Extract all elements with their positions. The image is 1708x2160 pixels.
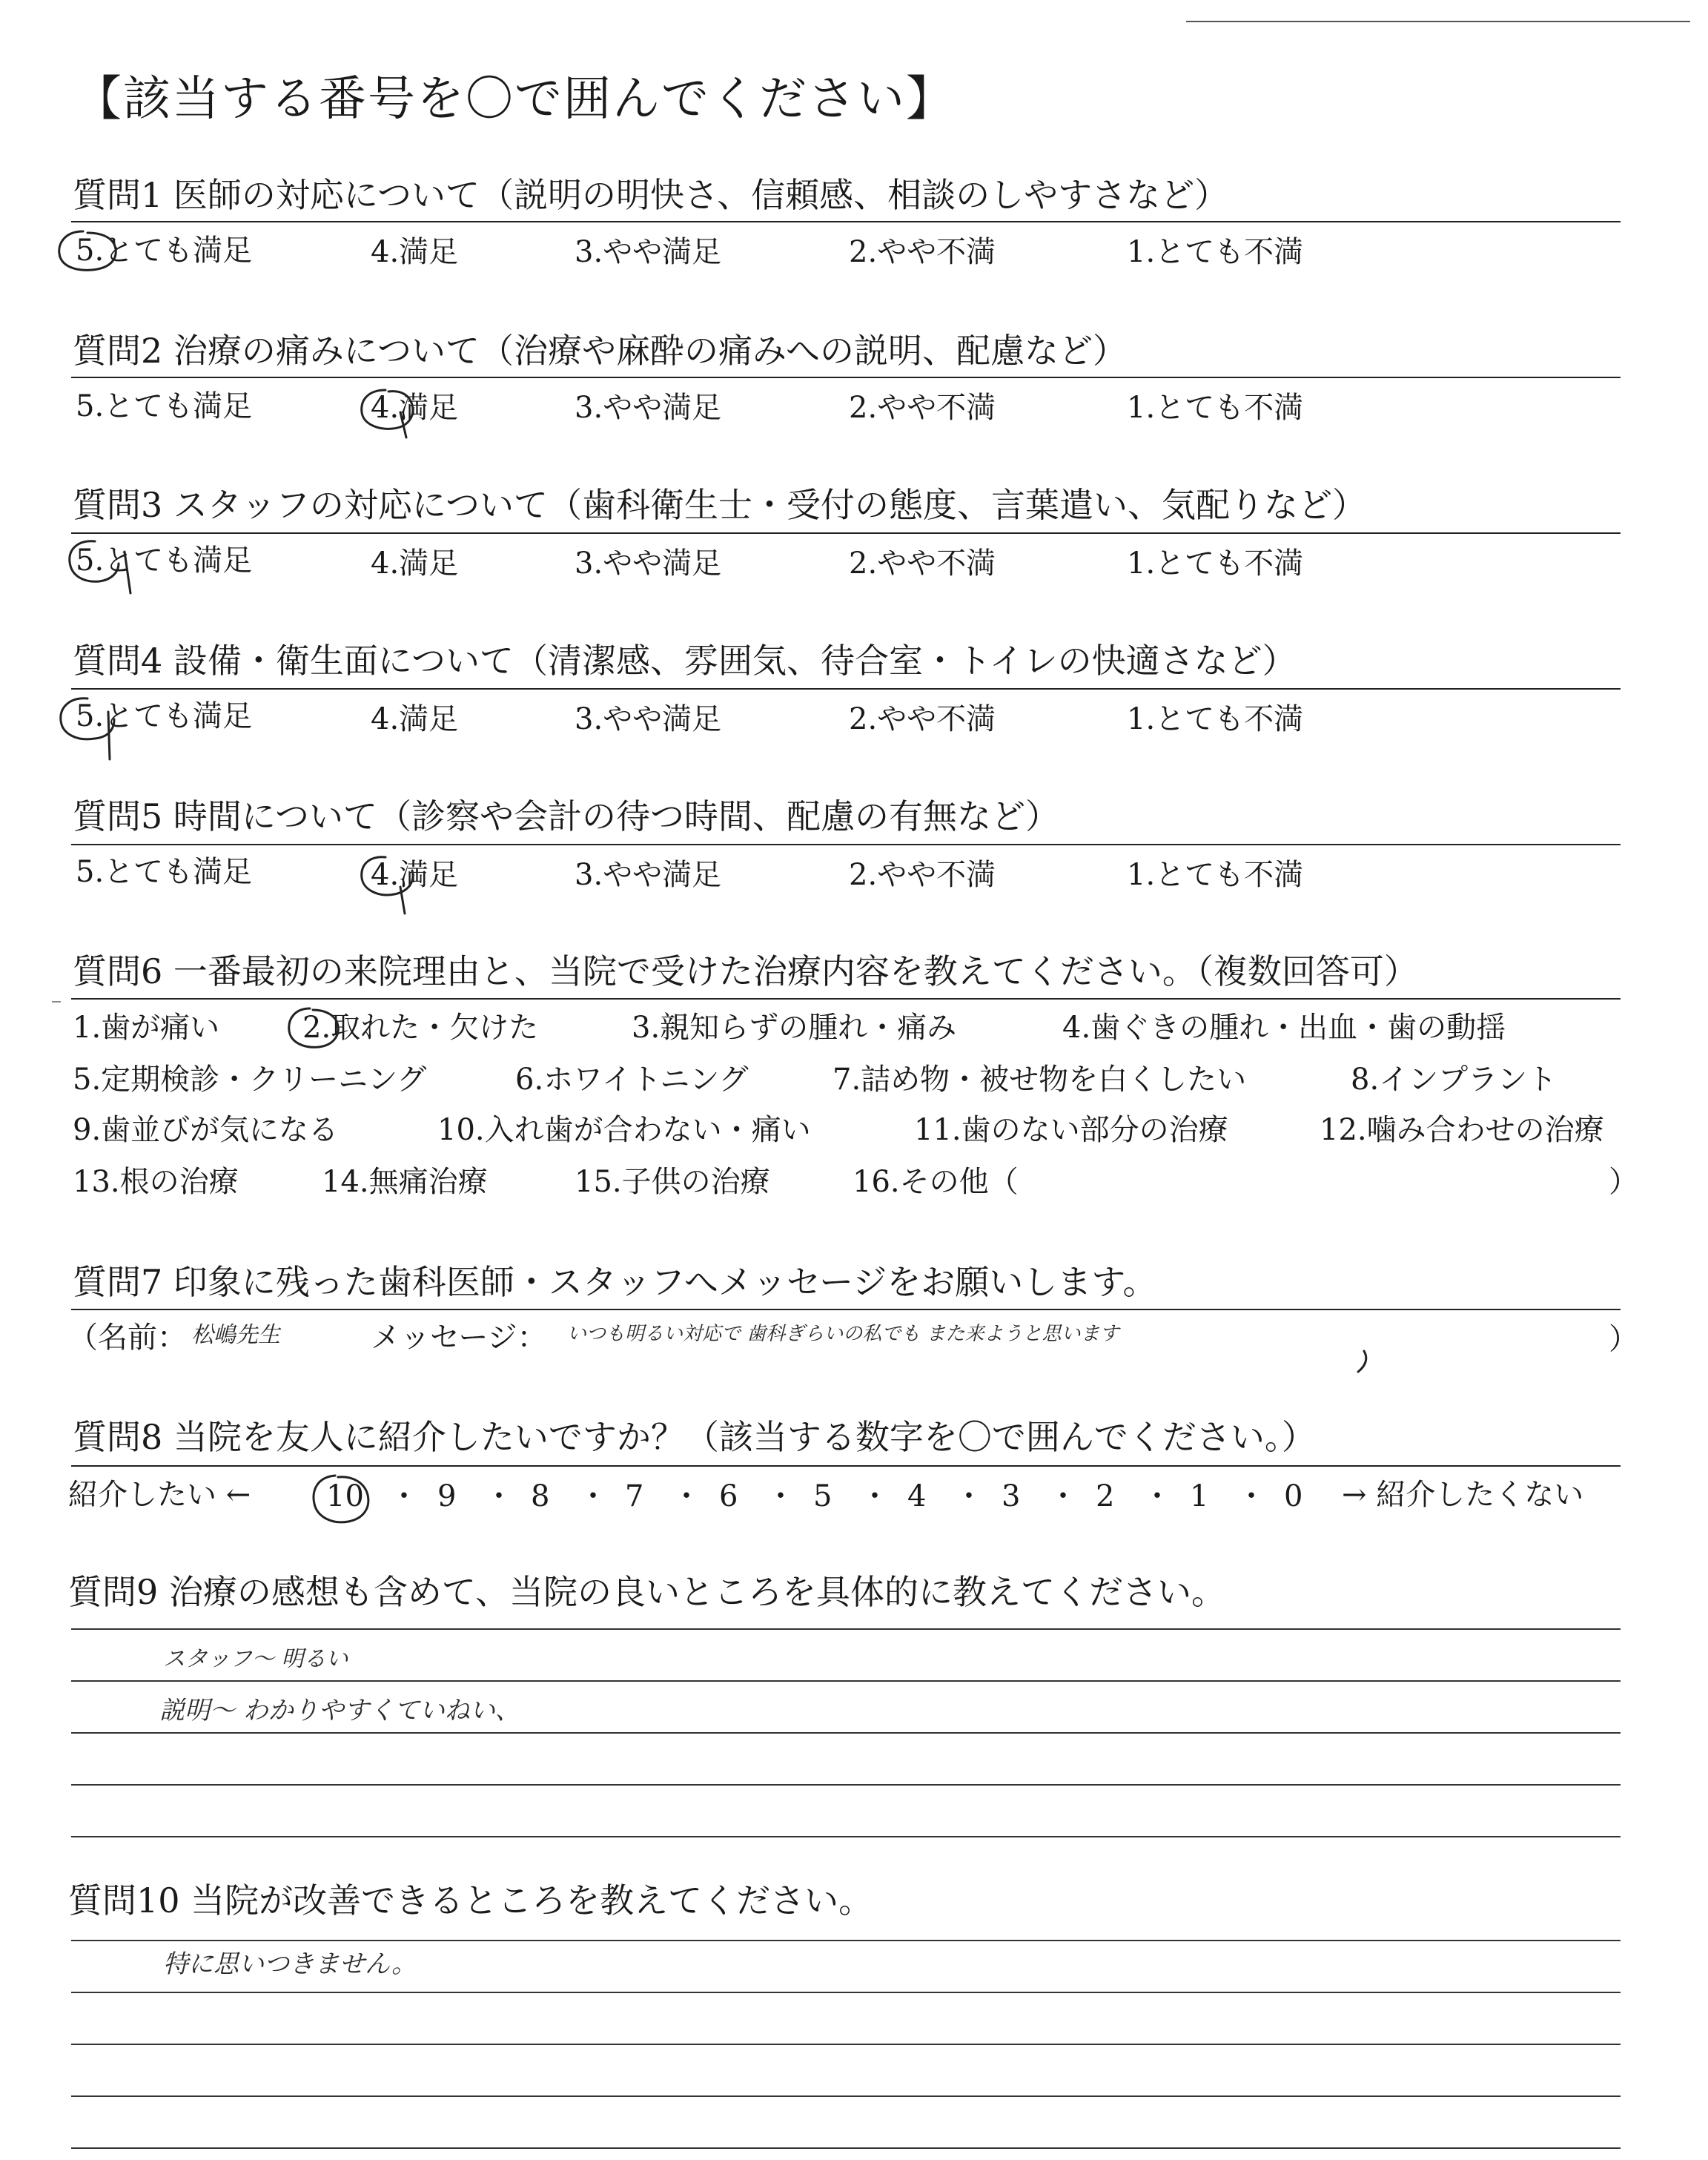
q7-message-label: メッセージ： bbox=[371, 1321, 547, 1355]
q4-option-2[interactable]: 2.やや不満 bbox=[849, 702, 996, 736]
q5-option-3[interactable]: 3.やや満足 bbox=[575, 858, 722, 892]
q5-option-5[interactable]: 5.とても満足 bbox=[76, 855, 253, 889]
q8-scale-4[interactable]: 4 bbox=[907, 1479, 927, 1513]
q2-option-3[interactable]: 3.やや満足 bbox=[575, 391, 722, 425]
question-1-rule bbox=[71, 221, 1621, 222]
q8-scale-2[interactable]: 2 bbox=[1096, 1479, 1115, 1513]
q6-option-10[interactable]: 10.入れ歯が合わない・痛い bbox=[437, 1113, 811, 1147]
q10-answer-line bbox=[71, 2147, 1621, 2149]
q5-option-1[interactable]: 1.とても不満 bbox=[1127, 858, 1304, 892]
q6-option-1[interactable]: 1.歯が痛い bbox=[73, 1011, 220, 1045]
q2-option-2[interactable]: 2.やや不満 bbox=[849, 391, 996, 425]
q3-option-3[interactable]: 3.やや満足 bbox=[575, 546, 722, 581]
q6-option-5[interactable]: 5.定期検診・クリーニング bbox=[73, 1063, 427, 1097]
q8-scale-8[interactable]: 8 bbox=[531, 1479, 550, 1513]
q8-sep: ・ bbox=[389, 1479, 419, 1513]
q1-option-4[interactable]: 4.満足 bbox=[371, 235, 459, 269]
q9-answer-line bbox=[71, 1732, 1621, 1734]
question-3-label: 質問3 スタッフの対応について（歯科衛生士・受付の態度、言葉遣い、気配りなど） bbox=[73, 485, 1366, 525]
q1-option-3[interactable]: 3.やや満足 bbox=[575, 235, 722, 269]
q6-option-14[interactable]: 14.無痛治療 bbox=[322, 1165, 488, 1199]
q9-answer-line bbox=[71, 1628, 1621, 1630]
q8-scale-7[interactable]: 7 bbox=[625, 1479, 644, 1513]
q4-option-4[interactable]: 4.満足 bbox=[371, 702, 459, 736]
q7-close-paren: ） bbox=[1609, 1322, 1638, 1356]
question-10-label: 質問10 当院が改善できるところを教えてください。 bbox=[68, 1880, 873, 1920]
q6-option-7[interactable]: 7.詰め物・被せ物を白くしたい bbox=[833, 1063, 1247, 1097]
q4-option-5[interactable]: 5.とても満足 bbox=[76, 699, 253, 733]
q8-scale-5[interactable]: 5 bbox=[813, 1479, 833, 1513]
question-5-label: 質問5 時間について（診察や会計の待つ時間、配慮の有無など） bbox=[73, 796, 1059, 836]
q2-option-4[interactable]: 4.満足 bbox=[371, 391, 459, 425]
q9-answer-handwriting-2[interactable]: 説明～ わかりやすくていねい、 bbox=[159, 1696, 520, 1725]
q9-answer-line bbox=[71, 1784, 1621, 1786]
q8-sep: ・ bbox=[578, 1479, 608, 1513]
question-8-rule bbox=[71, 1465, 1621, 1467]
question-7-rule bbox=[71, 1309, 1621, 1310]
q6-option-6[interactable]: 6.ホワイトニング bbox=[515, 1063, 749, 1097]
q4-option-3[interactable]: 3.やや満足 bbox=[575, 702, 722, 736]
q4-option-1[interactable]: 1.とても不満 bbox=[1127, 702, 1304, 736]
q3-option-1[interactable]: 1.とても不満 bbox=[1127, 546, 1304, 581]
q10-answer-line bbox=[71, 2044, 1621, 2045]
q6-option-11[interactable]: 11.歯のない部分の治療 bbox=[914, 1113, 1228, 1147]
q10-answer-line bbox=[71, 2095, 1621, 2097]
q9-answer-line bbox=[71, 1836, 1621, 1837]
q6-option-2[interactable]: 2.取れた・欠けた bbox=[302, 1011, 539, 1045]
question-1-label: 質問1 医師の対応について（説明の明快さ、信頼感、相談のしやすさなど） bbox=[73, 175, 1229, 215]
q10-answer-handwriting[interactable]: 特に思いつきません。 bbox=[163, 1949, 417, 1979]
q7-name-handwriting[interactable]: 松嶋先生 bbox=[191, 1322, 280, 1348]
q8-right-label: → 紹介したくない bbox=[1342, 1478, 1584, 1512]
q8-left-label: 紹介したい ← bbox=[68, 1478, 251, 1512]
q1-option-2[interactable]: 2.やや不満 bbox=[849, 235, 996, 269]
q6-option-13[interactable]: 13.根の治療 bbox=[73, 1165, 239, 1199]
q8-sep: ・ bbox=[1237, 1479, 1266, 1513]
q8-sep: ・ bbox=[1142, 1479, 1172, 1513]
question-5-rule bbox=[71, 844, 1621, 845]
q1-option-5[interactable]: 5.とても満足 bbox=[76, 234, 253, 268]
q6-option-12[interactable]: 12.噛み合わせの治療 bbox=[1320, 1113, 1604, 1147]
q8-sep: ・ bbox=[484, 1479, 514, 1513]
q3-option-2[interactable]: 2.やや不満 bbox=[849, 546, 996, 581]
question-4-label: 質問4 設備・衛生面について（清潔感、雰囲気、待合室・トイレの快適さなど） bbox=[73, 641, 1297, 681]
question-6-rule bbox=[71, 998, 1621, 1000]
q5-option-2[interactable]: 2.やや不満 bbox=[849, 858, 996, 892]
q9-answer-handwriting-1[interactable]: スタッフ～ 明るい bbox=[163, 1646, 348, 1672]
q6-option-9[interactable]: 9.歯並びが気になる bbox=[73, 1113, 339, 1147]
q8-scale-10[interactable]: 10 bbox=[326, 1479, 364, 1513]
q7-message-handwriting[interactable]: いつも明るい対応で 歯科ぎらいの私でも また来ようと思います bbox=[567, 1323, 1119, 1345]
page-title: 【該当する番号を〇で囲んでください】 bbox=[74, 72, 955, 127]
q6-close-paren: ） bbox=[1609, 1165, 1638, 1199]
q6-option-4[interactable]: 4.歯ぐきの腫れ・出血・歯の動揺 bbox=[1062, 1011, 1506, 1045]
q8-sep: ・ bbox=[672, 1479, 701, 1513]
question-7-label: 質問7 印象に残った歯科医師・スタッフへメッセージをお願いします。 bbox=[73, 1262, 1157, 1302]
q8-scale-3[interactable]: 3 bbox=[1002, 1479, 1021, 1513]
q8-scale-6[interactable]: 6 bbox=[719, 1479, 738, 1513]
q1-option-1[interactable]: 1.とても不満 bbox=[1127, 235, 1304, 269]
q8-scale-9[interactable]: 9 bbox=[437, 1479, 457, 1513]
question-6-label: 質問6 一番最初の来院理由と、当院で受けた治療内容を教えてください。（複数回答可） bbox=[73, 951, 1418, 991]
question-2-rule bbox=[71, 377, 1621, 378]
q8-sep: ・ bbox=[860, 1479, 890, 1513]
q6-option-15[interactable]: 15.子供の治療 bbox=[575, 1165, 770, 1199]
question-9-label: 質問9 治療の感想も含めて、当院の良いところを具体的に教えてください。 bbox=[68, 1572, 1225, 1612]
q8-scale-0[interactable]: 0 bbox=[1284, 1479, 1303, 1513]
q10-answer-line bbox=[71, 1992, 1621, 1993]
question-8-label: 質問8 当院を友人に紹介したいですか？（該当する数字を〇で囲んでください。） bbox=[73, 1417, 1316, 1457]
q2-option-5[interactable]: 5.とても満足 bbox=[76, 389, 253, 423]
q6-option-8[interactable]: 8.インプラント bbox=[1351, 1063, 1558, 1097]
q3-option-4[interactable]: 4.満足 bbox=[371, 546, 459, 581]
question-2-label: 質問2 治療の痛みについて（治療や麻酔の痛みへの説明、配慮など） bbox=[73, 331, 1128, 371]
q7-handwriting-flourish bbox=[1358, 1351, 1366, 1372]
question-3-rule bbox=[71, 532, 1621, 534]
q10-answer-line bbox=[71, 1940, 1621, 1941]
q8-sep: ・ bbox=[954, 1479, 984, 1513]
question-4-rule bbox=[71, 688, 1621, 690]
q5-option-4[interactable]: 4.満足 bbox=[371, 858, 459, 892]
q3-option-5[interactable]: 5.とても満足 bbox=[76, 544, 253, 578]
q9-answer-line bbox=[71, 1680, 1621, 1682]
q8-sep: ・ bbox=[766, 1479, 795, 1513]
q8-sep: ・ bbox=[1048, 1479, 1078, 1513]
q6-option-3[interactable]: 3.親知らずの腫れ・痛み bbox=[632, 1011, 957, 1045]
q6-option-16[interactable]: 16.その他（ bbox=[853, 1165, 1019, 1199]
q7-name-label: （名前： bbox=[68, 1321, 187, 1355]
scan-mark bbox=[52, 1001, 61, 1003]
scan-edge-line bbox=[1186, 21, 1690, 22]
q2-option-1[interactable]: 1.とても不満 bbox=[1127, 391, 1304, 425]
q8-scale-1[interactable]: 1 bbox=[1190, 1479, 1209, 1513]
